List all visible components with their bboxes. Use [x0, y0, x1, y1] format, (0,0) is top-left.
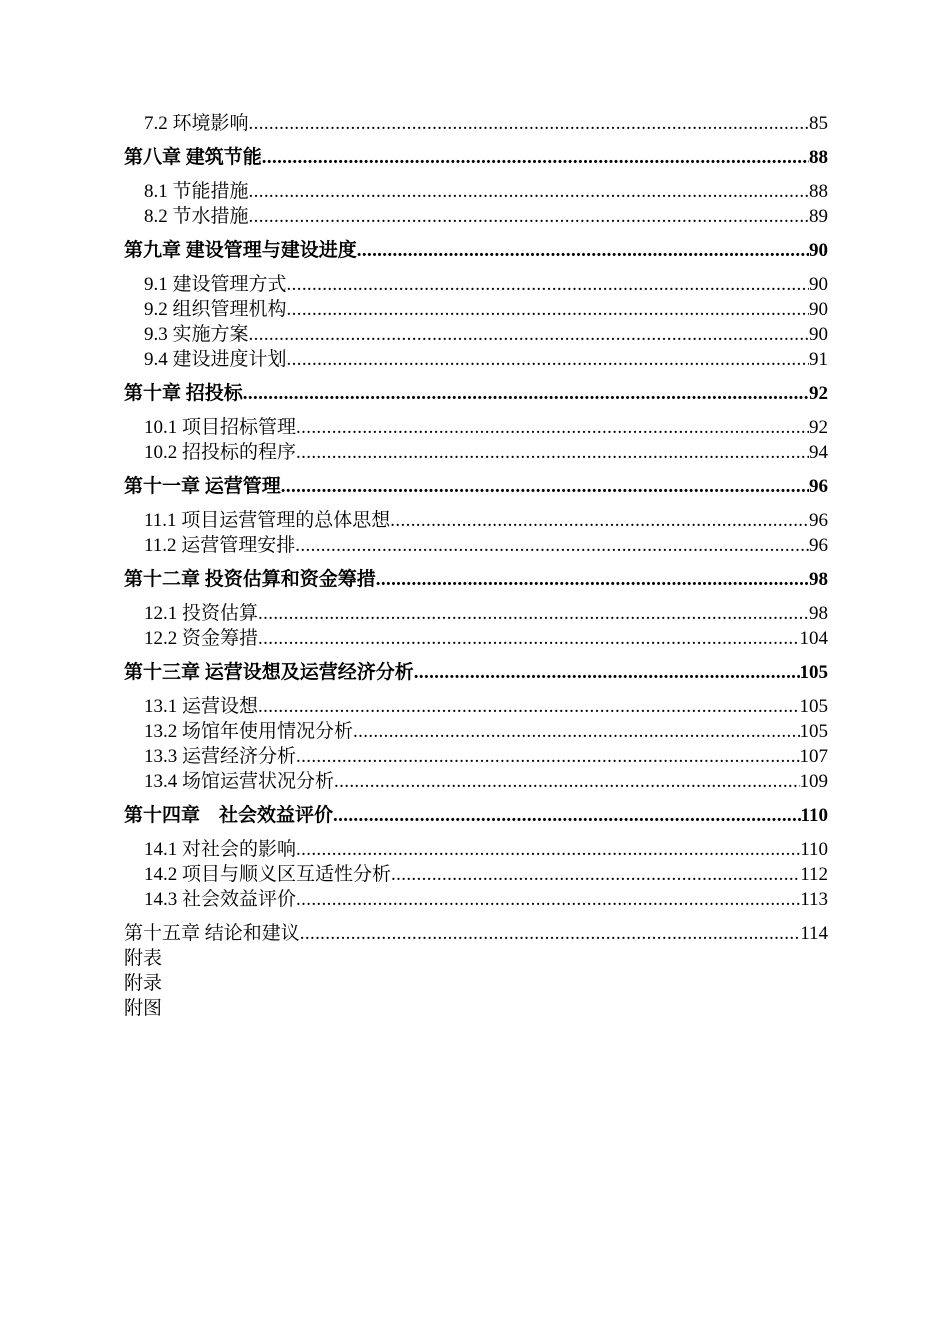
toc-leader: [357, 238, 809, 263]
toc-entry-title: 11.2 运营管理安排: [144, 535, 296, 556]
toc-entry[interactable]: [124, 601, 828, 626]
toc-entry-page: 90: [809, 299, 828, 320]
toc-entry-page: 98: [809, 603, 828, 624]
toc-entry[interactable]: [124, 297, 828, 322]
toc-chapter[interactable]: [124, 803, 828, 828]
toc-entry-page: 113: [800, 889, 828, 910]
toc-entry-title: 13.4 场馆运营状况分析: [144, 771, 335, 792]
toc-chapter-title: 第十四章 社会效益评价: [124, 805, 334, 826]
toc-entry-title: 9.3 实施方案: [144, 324, 249, 345]
toc-entry[interactable]: [124, 272, 828, 297]
toc-entry-title: 7.2 环境影响: [144, 113, 249, 134]
toc-chapter-page: 105: [799, 662, 828, 683]
toc-entry-title: 9.2 组织管理机构: [144, 299, 287, 320]
toc-entry-page: 105: [799, 696, 828, 717]
appendix-tables[interactable]: 附表: [124, 948, 163, 969]
toc-chapter[interactable]: [124, 921, 828, 946]
toc-chapter[interactable]: [124, 238, 828, 263]
toc-leader: [262, 145, 809, 170]
toc-leader: [296, 440, 809, 465]
toc-entry-title: 9.4 建设进度计划: [144, 349, 287, 370]
toc-entry-page: 96: [809, 535, 828, 556]
toc-entry-page: 110: [800, 839, 828, 860]
toc-chapter-page: 88: [809, 147, 828, 168]
toc-entry-page: 90: [809, 274, 828, 295]
toc-leader: [281, 474, 809, 499]
toc-entry-title: 14.2 项目与顺义区互适性分析: [144, 864, 392, 885]
toc-leader: [287, 272, 809, 297]
toc-leader: [296, 887, 800, 912]
toc-entry-title: 8.1 节能措施: [144, 181, 249, 202]
toc-chapter-title: 第十三章 运营设想及运营经济分析: [124, 662, 414, 683]
toc-chapter-title: 第十五章 结论和建议: [124, 923, 300, 944]
toc-chapter-title: 第十章 招投标: [124, 383, 243, 404]
toc-entry[interactable]: [124, 837, 828, 862]
toc-entry-title: 10.1 项目招标管理: [144, 417, 297, 438]
appendix-records[interactable]: 附录: [124, 973, 163, 994]
toc-entry-title: 14.3 社会效益评价: [144, 889, 297, 910]
toc-chapter-title: 第十一章 运营管理: [124, 476, 281, 497]
toc-entry[interactable]: [124, 769, 828, 794]
toc-entry-title: 14.1 对社会的影响: [144, 839, 297, 860]
toc-entry-title: 13.2 场馆年使用情况分析: [144, 721, 354, 742]
toc-entry[interactable]: [124, 322, 828, 347]
appendix-list: [124, 946, 828, 1021]
toc-entry[interactable]: [124, 508, 828, 533]
toc-entry-page: 85: [809, 113, 828, 134]
toc-entry-page: 96: [809, 510, 828, 531]
toc-entry-page: 94: [809, 442, 828, 463]
toc-entry[interactable]: [124, 440, 828, 465]
toc-chapter-page: 90: [809, 240, 828, 261]
toc-leader: [287, 297, 809, 322]
toc-leader: [333, 803, 801, 828]
toc-leader: [243, 381, 809, 406]
toc-entry[interactable]: [124, 887, 828, 912]
toc-entry-page: 89: [809, 206, 828, 227]
toc-entry-page: 107: [799, 746, 828, 767]
toc-entry-title: 12.1 投资估算: [144, 603, 259, 624]
toc-entry-page: 112: [800, 864, 828, 885]
toc-entry-page: 91: [809, 349, 828, 370]
toc-leader: [414, 660, 800, 685]
table-of-contents: [124, 111, 828, 1021]
toc-chapter-page: 110: [800, 805, 828, 826]
toc-entry-page: 88: [809, 181, 828, 202]
appendix-figures[interactable]: 附图: [124, 998, 163, 1019]
toc-entry[interactable]: [124, 179, 828, 204]
toc-entry-page: 90: [809, 324, 828, 345]
toc-chapter-page: 96: [809, 476, 828, 497]
toc-entry[interactable]: [124, 415, 828, 440]
toc-entry[interactable]: [124, 744, 828, 769]
toc-leader: [391, 862, 800, 887]
toc-entry-title: 8.2 节水措施: [144, 206, 249, 227]
toc-leader: [376, 567, 809, 592]
toc-leader: [295, 533, 809, 558]
toc-chapter-page: 92: [809, 383, 828, 404]
toc-leader: [390, 508, 809, 533]
toc-chapter-page: 98: [809, 569, 828, 590]
toc-chapter[interactable]: [124, 381, 828, 406]
toc-entry[interactable]: [124, 626, 828, 651]
toc-chapter-title: 第十二章 投资估算和资金筹措: [124, 569, 376, 590]
toc-leader: [287, 347, 809, 372]
toc-entry-title: 9.1 建设管理方式: [144, 274, 287, 295]
toc-leader: [296, 744, 799, 769]
toc-leader: [258, 626, 799, 651]
toc-entry-title: 11.1 项目运营管理的总体思想: [144, 510, 391, 531]
toc-entry[interactable]: [124, 347, 828, 372]
toc-chapter-title: 第八章 建筑节能: [124, 147, 262, 168]
toc-entry[interactable]: [124, 862, 828, 887]
toc-leader: [249, 322, 809, 347]
toc-leader: [258, 694, 799, 719]
toc-chapter[interactable]: [124, 567, 828, 592]
toc-leader: [300, 921, 800, 946]
toc-entry-title: 10.2 招投标的程序: [144, 442, 297, 463]
toc-entry-title: 13.3 运营经济分析: [144, 746, 297, 767]
toc-entry-page: 92: [809, 417, 828, 438]
toc-leader: [249, 204, 809, 229]
toc-entry[interactable]: [124, 204, 828, 229]
toc-leader: [249, 111, 809, 136]
toc-leader: [296, 837, 800, 862]
toc-entry[interactable]: [124, 694, 828, 719]
toc-chapter-page: 114: [800, 923, 828, 944]
toc-entry-page: 109: [799, 771, 828, 792]
toc-chapter[interactable]: [124, 145, 828, 170]
toc-entry-page: 104: [799, 628, 828, 649]
toc-entry-page: 105: [799, 721, 828, 742]
toc-entry[interactable]: [124, 719, 828, 744]
toc-entry[interactable]: [124, 111, 828, 136]
toc-chapter[interactable]: [124, 474, 828, 499]
toc-entry-title: 12.2 资金筹措: [144, 628, 259, 649]
toc-leader: [258, 601, 809, 626]
toc-leader: [249, 179, 809, 204]
toc-entry-title: 13.1 运营设想: [144, 696, 259, 717]
toc-leader: [334, 769, 799, 794]
toc-entry[interactable]: [124, 533, 828, 558]
toc-chapter-title: 第九章 建设管理与建设进度: [124, 240, 357, 261]
toc-leader: [296, 415, 809, 440]
toc-chapter[interactable]: [124, 660, 828, 685]
toc-leader: [353, 719, 799, 744]
